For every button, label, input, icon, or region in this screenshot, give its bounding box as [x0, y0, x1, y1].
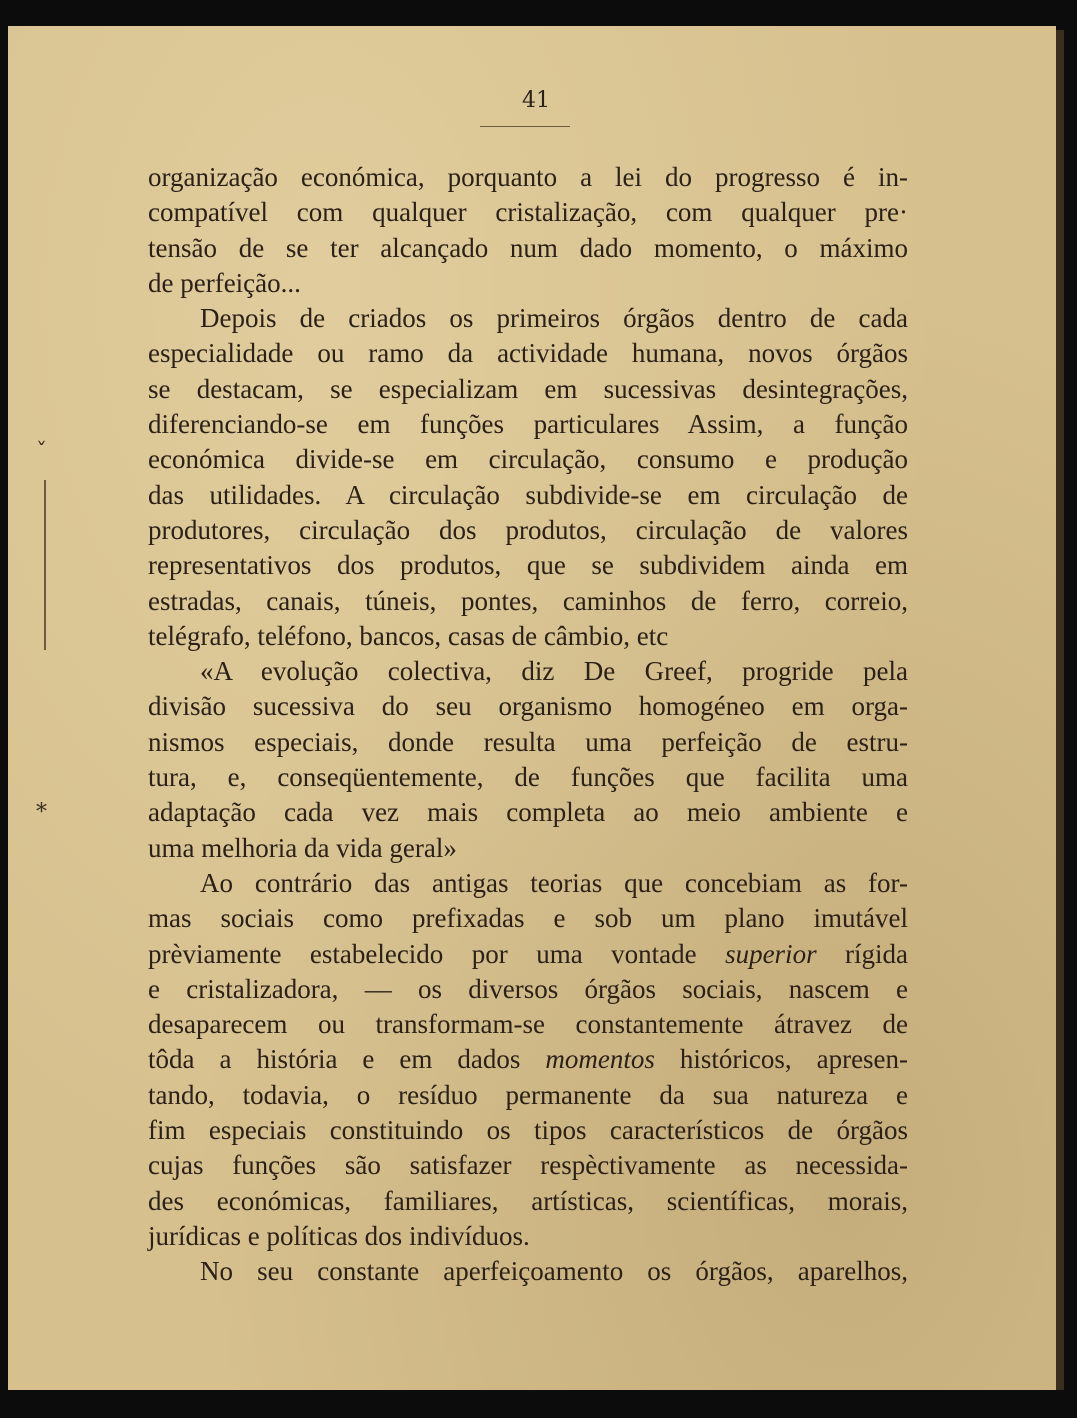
text-line: económica divide-se em circulação, consumo e produção [148, 444, 908, 475]
text-line: nismos especiais, donde resulta uma perfeição de estru- [148, 726, 908, 757]
text-line: mas sociais como prefixadas e sob um plano imutável [148, 903, 908, 934]
page-number: 41 [522, 88, 550, 113]
text-line: fim especiais constituindo os tipos característicos de órgãos [148, 1115, 908, 1146]
margin-tick-mark: * [36, 800, 47, 825]
text-line [148, 937, 908, 972]
text-line: adaptação cada vez mais completa ao meio ambiente e [148, 797, 908, 828]
page-number-rule [480, 126, 570, 127]
text-line: diferenciando-se em funções particulares Assim, a função [148, 409, 908, 440]
text-line: se destacam, se especializam em sucessivas desintegrações, [148, 373, 908, 404]
text-line: telégrafo, teléfono, bancos, casas de câmbio, etc [148, 620, 669, 651]
margin-tick-mark: ˇ [36, 440, 47, 465]
italic-word: superior [725, 938, 817, 969]
text-line: jurídicas e políticas dos indivíduos. [148, 1220, 530, 1251]
text-line: uma melhoria da vida geral» [148, 832, 457, 863]
text-segment: históricos, apresen- [679, 1044, 909, 1075]
text-line: estradas, canais, túneis, pontes, caminhos de ferro, correio, [148, 585, 908, 616]
text-line: «A evolução colectiva, diz De Greef, progride pela [200, 656, 908, 687]
text-line: e cristalizadora, — os diversos órgãos sociais, nascem e [148, 973, 908, 1004]
text-line: produtores, circulação dos produtos, circulação de valores [148, 514, 908, 545]
text-line [148, 1042, 908, 1077]
text-line: Depois de criados os primeiros órgãos dentro de cada [200, 303, 908, 334]
text-segment: tôda a história e em dados [148, 1044, 521, 1075]
text-line: Ao contrário das antigas teorias que concebiam as for- [200, 867, 908, 898]
text-line: tura, e, conseqüentemente, de funções que facilita uma [148, 762, 908, 793]
text-line: especialidade ou ramo da actividade humana, novos órgãos [148, 338, 908, 369]
text-line: representativos dos produtos, que se subdividem ainda em [148, 550, 908, 581]
text-line: desaparecem ou transformam-se constantemente átravez de [148, 1009, 908, 1040]
text-line: organização económica, porquanto a lei do progresso é in- [148, 162, 908, 192]
text-line: de perfeição... [148, 267, 301, 298]
text-line: cujas funções são satisfazer respèctivamente as necessida- [148, 1150, 908, 1181]
page-edge [1056, 30, 1064, 1390]
text-line: tensão de se ter alcançado num dado momento, o máximo [148, 232, 908, 263]
text-line: das utilidades. A circulação subdivide-se em circulação de [148, 479, 908, 510]
italic-word: momentos [545, 1044, 655, 1075]
text-segment: prèviamente estabelecido por uma vontade [148, 938, 697, 969]
margin-binding-mark [44, 480, 46, 650]
text-line: No seu constante aperfeiçoamento os órgãos, aparelhos, [200, 1256, 908, 1287]
body-text [148, 160, 908, 1290]
text-line: compatível com qualquer cristalização, com qualquer pre· [148, 197, 908, 228]
text-line: tando, todavia, o resíduo permanente da sua natureza e [148, 1079, 908, 1110]
text-line: des económicas, familiares, artísticas, scientíficas, morais, [148, 1185, 908, 1216]
text-line: divisão sucessiva do seu organismo homogéneo em orga- [148, 691, 908, 722]
text-segment: rígida [845, 938, 909, 969]
